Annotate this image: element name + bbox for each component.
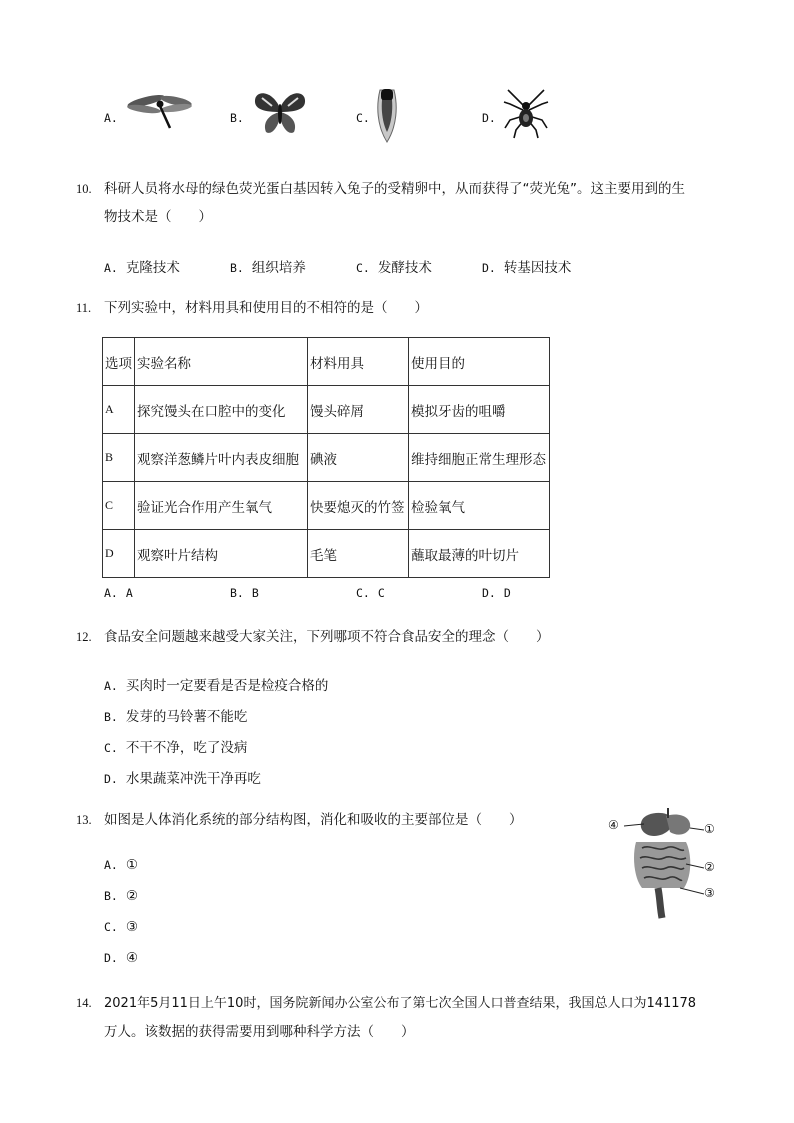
- q13-option-c[interactable]: [104, 919, 138, 935]
- question-stem: 2021年5月11日上午10时，国务院新闻办公室公布了第七次全国人口普查结果，我国总人口为141178: [104, 996, 697, 1011]
- option-letter: B.: [230, 261, 244, 275]
- option-text: C: [377, 586, 385, 600]
- q10-option-d[interactable]: [482, 256, 571, 276]
- q12-option-a[interactable]: [104, 674, 328, 694]
- table-cell: 模拟牙齿的咀嚼: [409, 386, 550, 434]
- table-cell: B: [103, 434, 135, 482]
- table-cell: 碘液: [308, 434, 409, 482]
- question-stem: 食品安全问题越来越受大家关注，下列哪项不符合食品安全的理念（ ）: [104, 629, 550, 645]
- q11-option-c[interactable]: [356, 585, 385, 601]
- q11-option-b[interactable]: [230, 585, 259, 601]
- table-cell: D: [103, 530, 135, 578]
- question-number: 10.: [76, 182, 92, 196]
- option-letter: C.: [356, 261, 370, 275]
- figure-label-3: ③: [704, 886, 715, 900]
- table-header: 实验名称: [135, 338, 308, 386]
- option-letter: C.: [356, 111, 370, 125]
- table-cell: 验证光合作用产生氧气: [135, 482, 308, 530]
- q9-option-a[interactable]: [104, 110, 126, 126]
- table-cell: A: [103, 386, 135, 434]
- q10-option-b[interactable]: [230, 256, 306, 276]
- option-letter: D.: [104, 951, 118, 965]
- option-letter: C.: [104, 741, 118, 755]
- table-row: [103, 434, 550, 482]
- option-letter: A.: [104, 261, 118, 275]
- table-cell: C: [103, 482, 135, 530]
- table-cell: 检验氧气: [409, 482, 550, 530]
- option-text: ①: [125, 857, 138, 873]
- q13-option-b[interactable]: [104, 888, 138, 904]
- table-header-row: [103, 338, 550, 386]
- table-cell: 维持细胞正常生理形态: [409, 434, 550, 482]
- option-letter: C.: [356, 586, 370, 600]
- question-stem: 下列实验中，材料用具和使用目的不相符的是（ ）: [104, 300, 428, 316]
- option-letter: A.: [104, 586, 118, 600]
- digestive-system-figure: [606, 806, 726, 924]
- option-letter: B.: [230, 111, 244, 125]
- question-number: 14.: [76, 996, 92, 1010]
- q12-option-d[interactable]: [104, 767, 261, 787]
- option-text: 发酵技术: [377, 260, 432, 276]
- option-text: 不干不净，吃了没病: [125, 740, 248, 756]
- figure-label-4: ④: [608, 818, 619, 832]
- option-text: 组织培养: [251, 260, 306, 276]
- table-cell: 毛笔: [308, 530, 409, 578]
- option-text: A: [125, 586, 133, 600]
- table-row: [103, 386, 550, 434]
- experiment-table: [102, 337, 550, 578]
- option-letter: A.: [104, 679, 118, 693]
- option-letter: D.: [482, 586, 496, 600]
- q10-option-a[interactable]: [104, 256, 180, 276]
- cicada-icon: [374, 86, 400, 146]
- q9-option-d[interactable]: [482, 110, 504, 126]
- q11-option-a[interactable]: [104, 585, 133, 601]
- option-text: ③: [125, 919, 138, 935]
- q13-option-a[interactable]: [104, 857, 138, 873]
- option-letter: C.: [104, 920, 118, 934]
- option-letter: A.: [104, 858, 118, 872]
- table-cell: 馒头碎屑: [308, 386, 409, 434]
- option-text: ②: [125, 888, 138, 904]
- dragonfly-icon: [124, 88, 204, 134]
- option-text: D: [503, 586, 511, 600]
- question-10: [76, 175, 726, 231]
- question-number: 12.: [76, 630, 92, 644]
- q12-option-c[interactable]: [104, 736, 247, 756]
- q13-option-d[interactable]: [104, 950, 138, 966]
- table-cell: 快要熄灭的竹签: [308, 482, 409, 530]
- option-letter: B.: [104, 889, 118, 903]
- option-text: 买肉时一定要看是否是检疫合格的: [125, 678, 329, 694]
- option-letter: D.: [482, 261, 496, 275]
- option-text: 转基因技术: [503, 260, 572, 276]
- q11-option-d[interactable]: [482, 585, 511, 601]
- option-letter: D.: [104, 772, 118, 786]
- question-11: [76, 294, 726, 322]
- spider-icon: [502, 88, 550, 140]
- figure-label-1: ①: [704, 822, 715, 836]
- question-14: [76, 989, 726, 1046]
- question-13: [76, 806, 596, 834]
- question-number: 13.: [76, 813, 92, 827]
- question-stem-continued: 万人。该数据的获得需要用到哪种科学方法（ ）: [104, 1024, 415, 1040]
- option-text: 发芽的马铃薯不能吃: [125, 709, 248, 725]
- question-stem-continued: 物技术是（ ）: [104, 209, 212, 225]
- q10-option-c[interactable]: [356, 256, 432, 276]
- table-cell: 观察叶片结构: [135, 530, 308, 578]
- table-header: 使用目的: [409, 338, 550, 386]
- butterfly-icon: [252, 88, 308, 138]
- question-stem: 如图是人体消化系统的部分结构图，消化和吸收的主要部位是（ ）: [104, 812, 523, 828]
- option-text: 水果蔬菜冲洗干净再吃: [125, 771, 261, 787]
- question-12: [76, 623, 726, 651]
- table-cell: 蘸取最薄的叶切片: [409, 530, 550, 578]
- table-header: 选项: [103, 338, 135, 386]
- figure-label-2: ②: [704, 860, 715, 874]
- q12-option-b[interactable]: [104, 705, 247, 725]
- option-text: 克隆技术: [125, 260, 180, 276]
- option-letter: B.: [104, 710, 118, 724]
- q9-option-b[interactable]: [230, 110, 252, 126]
- question-stem: 科研人员将水母的绿色荧光蛋白基因转入兔子的受精卵中，从而获得了“荧光兔”。这主要用到的生: [104, 181, 685, 197]
- option-text: B: [251, 586, 259, 600]
- table-cell: 探究馒头在口腔中的变化: [135, 386, 308, 434]
- table-header: 材料用具: [308, 338, 409, 386]
- option-letter: A.: [104, 111, 118, 125]
- option-text: ④: [125, 950, 138, 966]
- option-letter: B.: [230, 586, 244, 600]
- table-row: [103, 482, 550, 530]
- table-cell: 观察洋葱鳞片叶内表皮细胞: [135, 434, 308, 482]
- option-letter: D.: [482, 111, 496, 125]
- table-row: [103, 530, 550, 578]
- question-number: 11.: [76, 301, 92, 315]
